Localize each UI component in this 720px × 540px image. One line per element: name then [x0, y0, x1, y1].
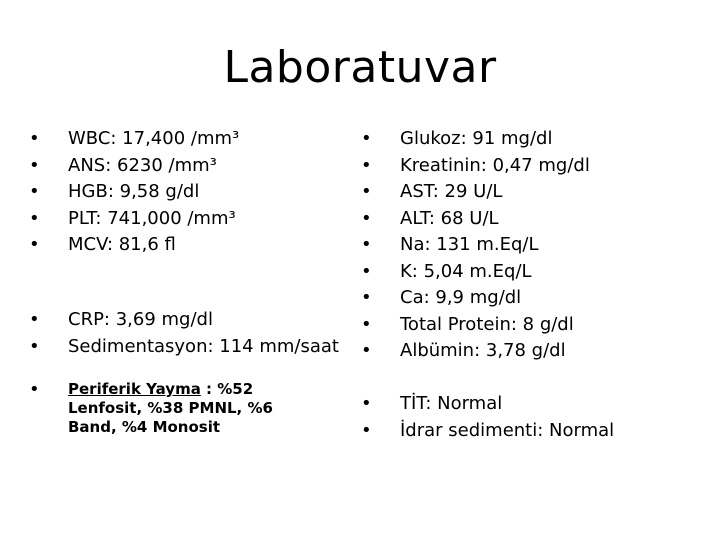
- peripheral-smear-label: Periferik Yayma: [68, 380, 201, 398]
- slide-title: Laboratuvar: [223, 42, 497, 93]
- list-item: • Na: 131 m.Eq/L: [350, 232, 590, 259]
- list-item: • MCV: 81,6 fl: [18, 232, 239, 259]
- list-item: • Sedimentasyon: 114 mm/saat: [18, 334, 339, 361]
- inflammation-list: [18, 307, 339, 360]
- list-item: • PLT: 741,000 /mm³: [18, 206, 239, 233]
- list-item: • ALT: 68 U/L: [350, 206, 590, 233]
- list-item: • AST: 29 U/L: [350, 179, 590, 206]
- list-item: [18, 380, 273, 437]
- hemogram-list: [18, 126, 239, 259]
- list-item: • ANS: 6230 /mm³: [18, 153, 239, 180]
- list-item: • Albümin: 3,78 g/dl: [350, 338, 590, 365]
- urine-list: [350, 391, 614, 444]
- peripheral-smear-value: : %52: [200, 380, 254, 398]
- list-item: • Kreatinin: 0,47 mg/dl: [350, 153, 590, 180]
- list-item: • TİT: Normal: [350, 391, 614, 418]
- list-item: • Ca: 9,9 mg/dl: [350, 285, 590, 312]
- list-item: • Total Protein: 8 g/dl: [350, 312, 590, 339]
- list-item: • CRP: 3,69 mg/dl: [18, 307, 339, 334]
- list-item: • İdrar sedimenti: Normal: [350, 418, 614, 445]
- list-item: • K: 5,04 m.Eq/L: [350, 259, 590, 286]
- list-item: • HGB: 9,58 g/dl: [18, 179, 239, 206]
- biochemistry-list: [350, 126, 590, 365]
- list-item: • Glukoz: 91 mg/dl: [350, 126, 590, 153]
- peripheral-smear-detail: Lenfosit, %38 PMNL, %6 Band, %4 Monosit: [68, 399, 273, 436]
- list-item: • WBC: 17,400 /mm³: [18, 126, 239, 153]
- peripheral-smear-list: [18, 380, 273, 437]
